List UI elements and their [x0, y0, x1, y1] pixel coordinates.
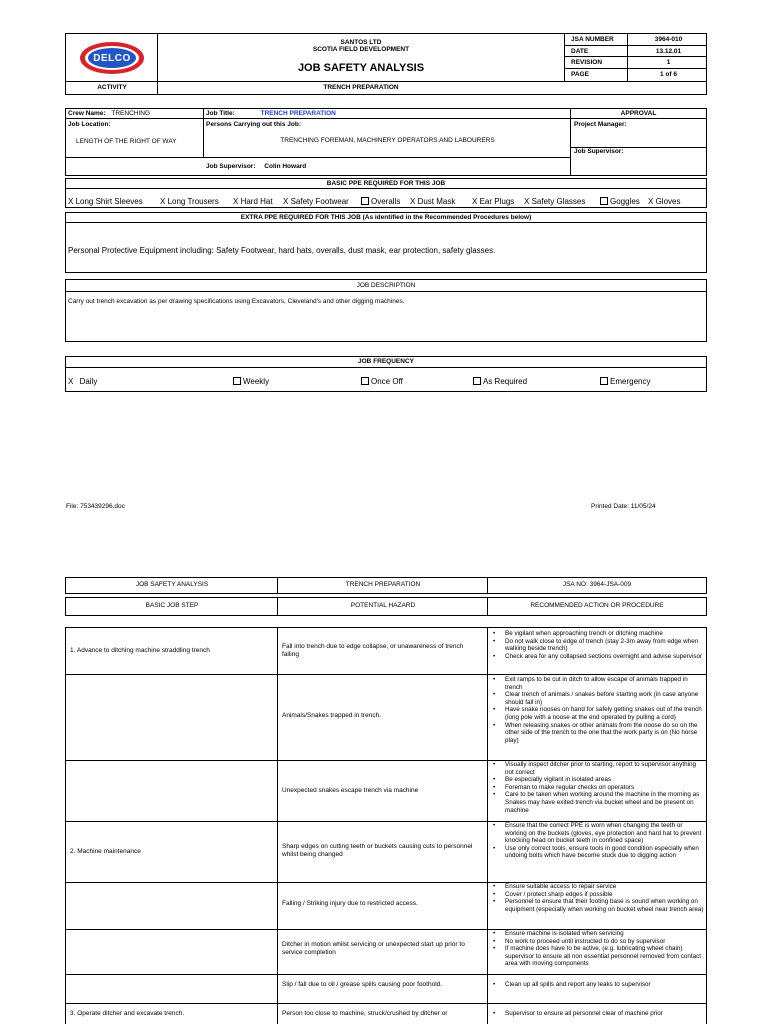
footer-file: File: 753439296.doc	[66, 503, 125, 510]
table-row-hazard: Fall into trench due to edge collapse, or unawareness of trench falling	[282, 643, 464, 658]
project-name: SCOTIA FIELD DEVELOPMENT	[312, 46, 410, 53]
jsa-header-col1: JOB SAFETY ANALYSIS	[135, 581, 209, 588]
job-title-label: Job Title:	[206, 110, 235, 117]
job-location-value: LENGTH OF THE RIGHT OF WAY	[76, 138, 177, 145]
ppe-mark: X	[68, 197, 74, 206]
job-description-text: Carry out trench excavation as per drawing specifications using Excavators, Cleveland's and other digging machines.	[68, 298, 405, 305]
jsa-subheader-hazard: POTENTIAL HAZARD	[350, 602, 416, 609]
table-row-actions	[489, 883, 705, 913]
table-row-actions	[489, 630, 705, 660]
table-row-actions	[489, 676, 705, 744]
action-item: • When releasing snakes or other animals from the noose do so on the other side of the trench to the one that the work party is on (No horse play)	[489, 722, 705, 745]
job-title-value: TRENCH PREPARATION	[260, 110, 336, 117]
table-row-hazard: Animals/Snakes trapped in trench.	[282, 712, 381, 719]
ppe-item-dust-mask[interactable]	[410, 197, 455, 206]
job-supervisor-value: Colin Howard	[264, 163, 307, 170]
checkbox-icon	[233, 377, 241, 385]
ppe-label: Hard Hat	[240, 197, 273, 206]
action-item: • Be especially vigilant in isolated areas	[489, 776, 705, 784]
ppe-label: Long Trousers	[167, 197, 219, 206]
table-row-actions	[489, 1010, 705, 1018]
table-row-step: 3. Operate ditcher and excavate trench.	[70, 1010, 185, 1017]
job-title	[206, 110, 336, 117]
table-row-hazard: Person too close to machine, struck/crushed by ditcher or	[282, 1010, 448, 1017]
action-item: • Care to be taken when working around the machine in the morning as Snakes may have exited trench via bucket wheel and be present on machine	[489, 791, 705, 814]
meta-value-jsa-number: 3964-010	[654, 36, 683, 43]
frequency-label: Emergency	[610, 377, 651, 386]
ppe-mark: X	[160, 197, 166, 206]
crew-name	[68, 110, 150, 117]
ppe-item-long-shirt-sleeves[interactable]	[68, 197, 143, 206]
ppe-mark: X	[410, 197, 416, 206]
ppe-mark: X	[524, 197, 530, 206]
ppe-item-goggles[interactable]	[600, 197, 640, 206]
table-row-actions	[489, 761, 705, 814]
ppe-item-hard-hat[interactable]	[233, 197, 273, 206]
table-row-hazard: Falling / Striking injury due to restricted access.	[282, 900, 418, 907]
ppe-mark: X	[283, 197, 289, 206]
ppe-item-overalls[interactable]	[361, 197, 400, 206]
action-item: • If machine does have to be active, (e.g. lubricating wheel chain) supervisor to ensure all non essential personnel removed from contact area with moving components	[489, 945, 705, 968]
action-item: • Be vigilant when approaching trench or ditching machine	[489, 630, 705, 638]
frequency-label: Once Off	[371, 377, 403, 386]
job-location-label: Job Location:	[68, 121, 111, 128]
frequency-weekly[interactable]	[233, 377, 269, 386]
table-row-hazard: Sharp edges on cutting teeth or buckets causing cuts to personnel whilst being changed	[282, 843, 473, 858]
action-item: • Clear trench of animals / snakes before starting work (in case anyone should fall in)	[489, 691, 705, 706]
checkbox-icon	[361, 377, 369, 385]
checkbox-icon	[600, 377, 608, 385]
extra-ppe-block	[65, 212, 707, 273]
job-description-title: JOB DESCRIPTION	[356, 282, 416, 289]
table-row-actions	[489, 981, 705, 989]
extra-ppe-text: Personal Protective Equipment including: Safety Footwear, hard hats, overalls, dust mask, ear protection, safety glasses.	[68, 246, 496, 255]
jsa-header-col3: JSA NO: 3964-JSA-009	[562, 581, 632, 588]
action-item: • Do not walk close to edge of trench (stay 2-3m away from edge when walking beside trench)	[489, 638, 705, 653]
ppe-label: Dust Mask	[417, 197, 456, 206]
ppe-mark: X	[233, 197, 239, 206]
ppe-item-gloves[interactable]	[648, 197, 680, 206]
action-item: • Cover / protect sharp edges if possible	[489, 891, 705, 899]
frequency-label: As Required	[483, 377, 528, 386]
action-item: • Use only correct tools, ensure tools in good condition especially when undoing bolts which have become stuck due to digging action	[489, 845, 705, 860]
ppe-label: Safety Footwear	[290, 197, 349, 206]
ppe-label: Ear Plugs	[479, 197, 515, 206]
meta-label-revision: REVISION	[571, 59, 603, 66]
jsa-subheader-step: BASIC JOB STEP	[145, 602, 199, 609]
ppe-mark: X	[648, 197, 654, 206]
meta-label-jsa-number: JSA NUMBER	[571, 36, 614, 43]
frequency-once-off[interactable]	[361, 377, 403, 386]
table-row-step: 2. Machine maintenance	[70, 848, 141, 855]
checkbox-icon	[473, 377, 481, 385]
company-name: SANTOS LTD	[340, 39, 382, 46]
action-item: • Have snake nooses on hand for safely getting snakes out of the trench (long pole with a noose at the end operated by pulling a cord)	[489, 706, 705, 721]
job-supervisor	[206, 163, 306, 170]
checkbox-icon	[361, 197, 369, 205]
crew-name-label: Crew Name:	[68, 110, 106, 117]
frequency-mark: X	[68, 377, 74, 386]
document-title: JOB SAFETY ANALYSIS	[297, 62, 425, 74]
action-item: • Ensure machine is isolated when servicing	[489, 930, 705, 938]
basic-ppe-title: BASIC PPE REQUIRED FOR THIS JOB	[326, 180, 446, 187]
frequency-daily[interactable]	[68, 377, 97, 386]
ppe-label: Goggles	[610, 197, 640, 206]
approval-job-supervisor-label: Job Supervisor:	[574, 148, 624, 155]
frequency-emergency[interactable]	[600, 377, 650, 386]
action-item: • Personnel to ensure that their footing base is sound when working on equipment (especially when working on bucket wheel near trench area)	[489, 898, 705, 913]
table-row-step: 1. Advance to ditching machine straddling trench	[70, 647, 210, 654]
table-row-actions	[489, 822, 705, 860]
footer-printed-date: Printed Date: 11/05/24	[591, 503, 656, 510]
logo-text: DELCO	[93, 53, 131, 64]
meta-value-revision: 1	[666, 59, 671, 66]
frequency-label: Weekly	[243, 377, 270, 386]
job-frequency-title: JOB FREQUENCY	[358, 358, 414, 365]
extra-ppe-title: EXTRA PPE REQUIRED FOR THIS JOB (As identified in the Recommended Procedures below)	[240, 214, 532, 221]
persons-value: TRENCHING FOREMAN, MACHINERY OPERATORS AND LABOURERS	[280, 137, 495, 144]
project-manager-label: Project Manager:	[574, 121, 627, 128]
frequency-label: Daily	[79, 377, 98, 386]
logo-cell	[66, 34, 158, 81]
action-item: • No work to proceed until instructed to do so by supervisor	[489, 938, 705, 946]
meta-label-page: PAGE	[571, 71, 589, 78]
persons-label: Persons Carrying out this Job:	[206, 121, 301, 128]
table-row-hazard: Ditcher in motion whilst servicing or unexpected start up prior to service completion	[282, 941, 465, 956]
approval-label: APPROVAL	[620, 110, 657, 117]
action-item: • Clean up all spills and report any leaks to supervisor	[489, 981, 705, 989]
jsa-header-col2: TRENCH PREPARATION	[345, 581, 421, 588]
ppe-label: Overalls	[371, 197, 401, 206]
ppe-item-safety-footwear[interactable]	[283, 197, 349, 206]
ppe-item-long-trousers[interactable]	[160, 197, 219, 206]
ppe-label: Gloves	[655, 197, 681, 206]
table-row-hazard: Unexpected snakes escape trench via machine	[282, 787, 419, 794]
action-item: • Exit ramps to be cut in ditch to allow escape of animals trapped in trench	[489, 676, 705, 691]
jsa-subheader-action: RECOMMENDED ACTION OR PROCEDURE	[530, 602, 664, 609]
checkbox-icon	[600, 197, 608, 205]
table-row-hazard: Slip / fall due to oil / grease spills causing poor foothold.	[282, 981, 443, 988]
action-item: • Foreman to make regular checks on operators	[489, 784, 705, 792]
meta-value-page: 1 of 6	[660, 71, 677, 78]
action-item: • Ensure suitable access to repair service	[489, 883, 705, 891]
activity-value: TRENCH PREPARATION	[323, 84, 399, 91]
action-item: • Supervisor to ensure all personnel clear of machine prior	[489, 1010, 705, 1018]
ppe-label: Long Shirt Sleeves	[75, 197, 143, 206]
ppe-item-safety-glasses[interactable]	[524, 197, 585, 206]
job-supervisor-label: Job Supervisor:	[206, 163, 256, 170]
activity-label: ACTIVITY	[97, 84, 127, 91]
action-item: • Ensure that the correct PPE is worn when changing the teeth or working on the buckets (gloves, eye protection and hard hat to prevent knocking head on bucket teeth in confined space)	[489, 822, 705, 845]
ppe-item-ear-plugs[interactable]	[472, 197, 514, 206]
ppe-label: Safety Glasses	[531, 197, 586, 206]
frequency-as-required[interactable]	[473, 377, 527, 386]
ppe-mark: X	[472, 197, 478, 206]
crew-name-value: TRENCHING	[111, 110, 151, 117]
table-row-actions	[489, 930, 705, 968]
meta-value-date: 13.12.01	[655, 48, 682, 55]
action-item: • Visually inspect ditcher prior to starting, report to supervisor anything not correct	[489, 761, 705, 776]
action-item: • Check area for any collapsed sections overnight and advise supervisor	[489, 653, 705, 661]
meta-label-date: DATE	[571, 48, 589, 55]
